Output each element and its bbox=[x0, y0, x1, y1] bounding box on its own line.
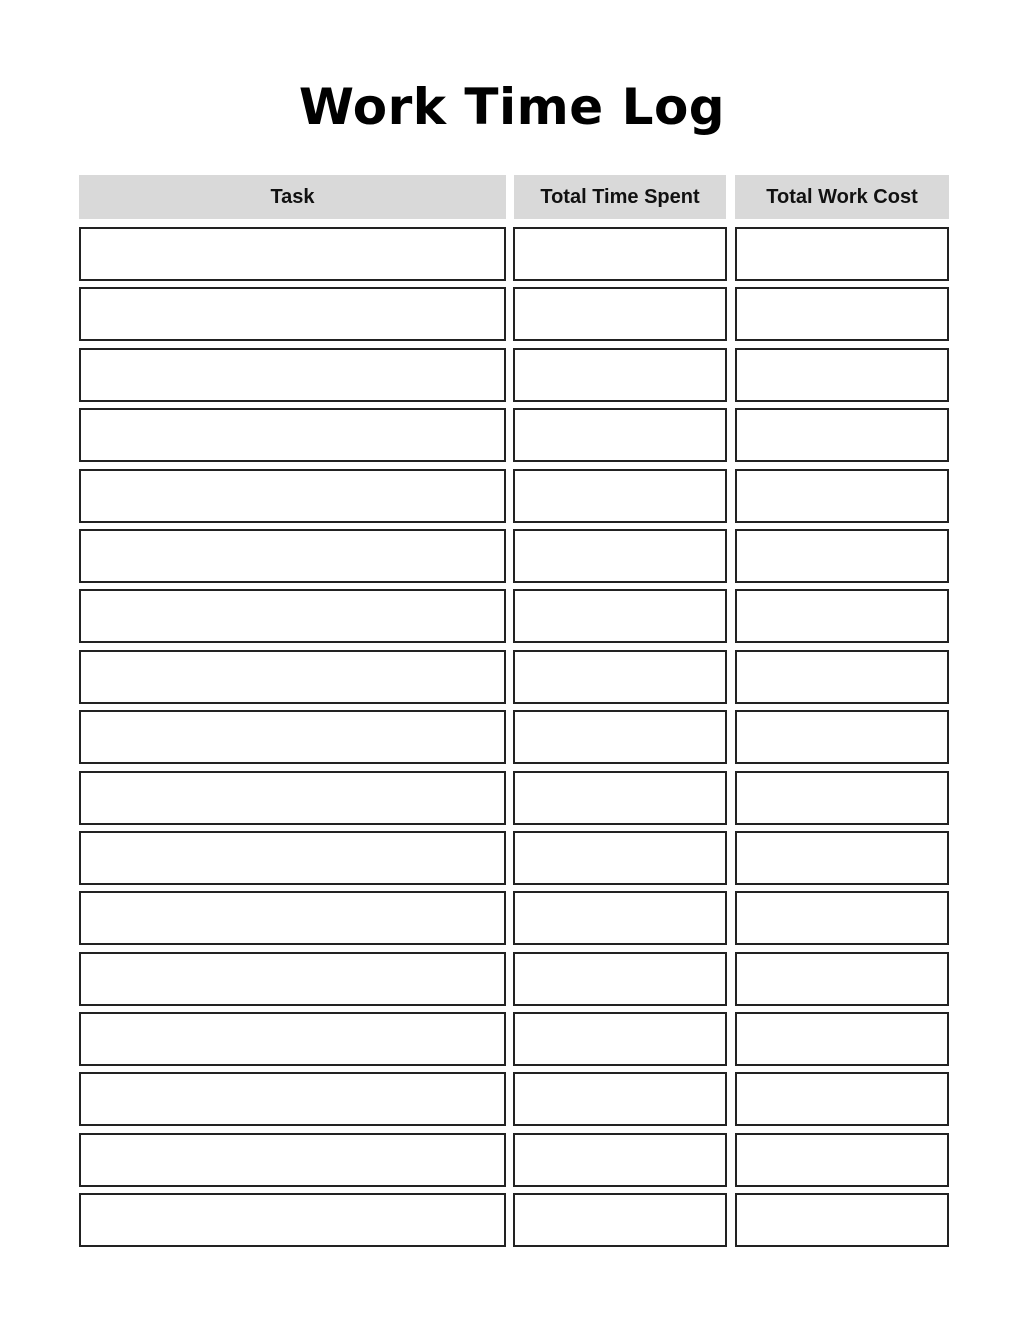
total-work-cost-cell[interactable] bbox=[735, 348, 949, 402]
task-cell[interactable] bbox=[79, 227, 506, 281]
total-time-spent-cell[interactable] bbox=[513, 348, 727, 402]
table-row bbox=[0, 408, 1024, 468]
total-work-cost-cell[interactable] bbox=[735, 891, 949, 945]
total-time-spent-cell[interactable] bbox=[513, 1072, 727, 1126]
task-cell[interactable] bbox=[79, 408, 506, 462]
total-work-cost-cell[interactable] bbox=[735, 529, 949, 583]
task-cell[interactable] bbox=[79, 1133, 506, 1187]
total-work-cost-cell[interactable] bbox=[735, 1072, 949, 1126]
total-time-spent-cell[interactable] bbox=[513, 952, 727, 1006]
task-cell[interactable] bbox=[79, 1193, 506, 1247]
column-header-task: Task bbox=[79, 175, 506, 219]
table-row bbox=[0, 1193, 1024, 1253]
task-cell[interactable] bbox=[79, 952, 506, 1006]
task-cell[interactable] bbox=[79, 287, 506, 341]
total-work-cost-cell[interactable] bbox=[735, 710, 949, 764]
table-row bbox=[0, 952, 1024, 1012]
task-cell[interactable] bbox=[79, 469, 506, 523]
table-row bbox=[0, 529, 1024, 589]
total-work-cost-cell[interactable] bbox=[735, 1193, 949, 1247]
total-time-spent-cell[interactable] bbox=[513, 408, 727, 462]
task-cell[interactable] bbox=[79, 831, 506, 885]
task-cell[interactable] bbox=[79, 1072, 506, 1126]
table-row bbox=[0, 650, 1024, 710]
table-row bbox=[0, 227, 1024, 287]
task-cell[interactable] bbox=[79, 650, 506, 704]
total-time-spent-cell[interactable] bbox=[513, 891, 727, 945]
table-row bbox=[0, 1072, 1024, 1132]
table-row bbox=[0, 831, 1024, 891]
total-time-spent-cell[interactable] bbox=[513, 1193, 727, 1247]
table-row bbox=[0, 1133, 1024, 1193]
total-work-cost-cell[interactable] bbox=[735, 952, 949, 1006]
total-work-cost-cell[interactable] bbox=[735, 831, 949, 885]
total-time-spent-cell[interactable] bbox=[513, 710, 727, 764]
total-work-cost-cell[interactable] bbox=[735, 469, 949, 523]
table-row bbox=[0, 710, 1024, 770]
total-time-spent-cell[interactable] bbox=[513, 469, 727, 523]
total-time-spent-cell[interactable] bbox=[513, 831, 727, 885]
log-table-body bbox=[0, 227, 1024, 1254]
total-time-spent-cell[interactable] bbox=[513, 771, 727, 825]
total-work-cost-cell[interactable] bbox=[735, 589, 949, 643]
task-cell[interactable] bbox=[79, 589, 506, 643]
column-header-total-time-spent: Total Time Spent bbox=[514, 175, 726, 219]
task-cell[interactable] bbox=[79, 771, 506, 825]
total-work-cost-cell[interactable] bbox=[735, 408, 949, 462]
total-work-cost-cell[interactable] bbox=[735, 650, 949, 704]
table-row bbox=[0, 891, 1024, 951]
table-row bbox=[0, 469, 1024, 529]
table-row bbox=[0, 348, 1024, 408]
total-time-spent-cell[interactable] bbox=[513, 650, 727, 704]
task-cell[interactable] bbox=[79, 348, 506, 402]
total-time-spent-cell[interactable] bbox=[513, 529, 727, 583]
task-cell[interactable] bbox=[79, 891, 506, 945]
total-time-spent-cell[interactable] bbox=[513, 227, 727, 281]
table-row bbox=[0, 1012, 1024, 1072]
total-time-spent-cell[interactable] bbox=[513, 1133, 727, 1187]
total-time-spent-cell[interactable] bbox=[513, 1012, 727, 1066]
total-work-cost-cell[interactable] bbox=[735, 227, 949, 281]
table-row bbox=[0, 287, 1024, 347]
table-row bbox=[0, 771, 1024, 831]
task-cell[interactable] bbox=[79, 1012, 506, 1066]
task-cell[interactable] bbox=[79, 710, 506, 764]
total-time-spent-cell[interactable] bbox=[513, 589, 727, 643]
task-cell[interactable] bbox=[79, 529, 506, 583]
column-header-total-work-cost: Total Work Cost bbox=[735, 175, 949, 219]
total-work-cost-cell[interactable] bbox=[735, 1133, 949, 1187]
total-work-cost-cell[interactable] bbox=[735, 287, 949, 341]
total-work-cost-cell[interactable] bbox=[735, 1012, 949, 1066]
total-work-cost-cell[interactable] bbox=[735, 771, 949, 825]
total-time-spent-cell[interactable] bbox=[513, 287, 727, 341]
table-row bbox=[0, 589, 1024, 649]
page-title: Work Time Log bbox=[298, 78, 726, 136]
